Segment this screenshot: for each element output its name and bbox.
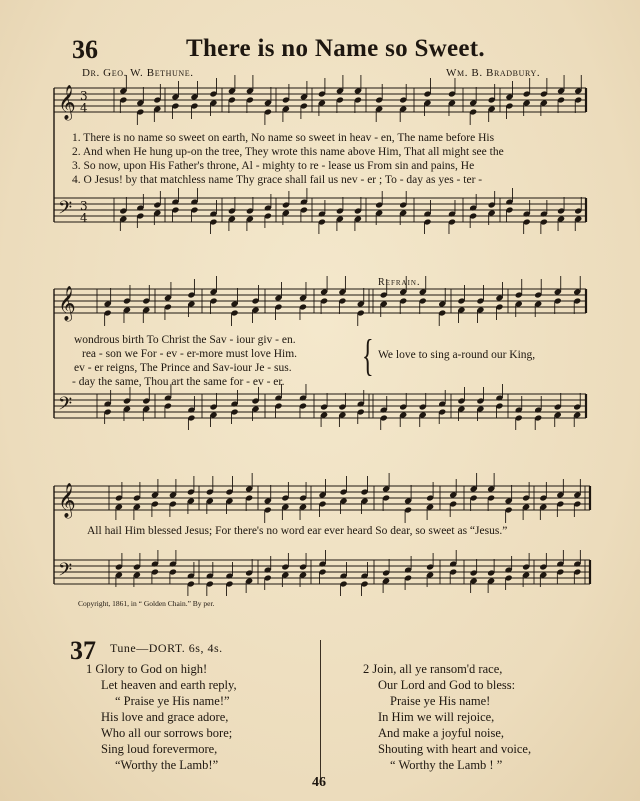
treble-clef-icon: 𝄞 [58, 286, 76, 321]
hymn-number-36: 36 [72, 35, 98, 64]
verse-line: Who all our sorrows bore; [101, 726, 233, 740]
time-signature: 3 [80, 199, 88, 213]
lyric-line-verse3: 3. So now, upon His Father's throne, Al - mighty to re - lease us From sin and pains, He [72, 160, 475, 172]
verse-line: “Worthy the Lamb!” [115, 758, 219, 772]
bass-clef-icon: 𝄢 [58, 198, 73, 223]
verse-line: His love and grace adore, [101, 710, 229, 724]
hymn-title: There is no Name so Sweet. [186, 35, 485, 62]
lyric-line-verse1: wondrous birth To Christ the Sav - iour giv - en. [74, 334, 296, 346]
verse-line: 1 Glory to God on high! [86, 662, 208, 676]
verse-line: 2 Join, all ye ransom'd race, [363, 662, 503, 676]
lyric-line-verse4: - day the same, Thou art the same for - ev - er. [72, 376, 285, 388]
lyric-line-verse2: 2. And when He hung up-on the tree, They wrote this name above Him, That all might see the [72, 146, 504, 158]
verse-line: “ Praise ye His name!” [115, 694, 230, 708]
treble-clef-icon: 𝄞 [58, 85, 76, 120]
time-signature: 4 [80, 101, 88, 115]
tune-name: Tune—DORT. 6s, 4s. [110, 641, 223, 655]
lyric-line-verse2: rea - son we For - ev - er-more must love Him. [82, 348, 298, 360]
verse-line: “ Worthy the Lamb ! ” [390, 758, 503, 772]
bass-clef-icon: 𝄢 [58, 560, 73, 585]
time-signature: 3 [80, 89, 88, 103]
lyric-line-verse4: 4. O Jesus! by that matchless name Thy grace shall fail us nev - er ; To - day as yes - ter - [72, 174, 483, 186]
refrain-label: Refrain. [378, 277, 421, 288]
lyric-line-verse3: ev - er reigns, The Prince and Sav-iour Je - sus. [74, 362, 292, 374]
time-signature: 4 [80, 211, 88, 225]
column-divider [320, 640, 321, 785]
verse-line: Shouting with heart and voice, [378, 742, 532, 756]
refrain-lyric-line2: All hail Him blessed Jesus; For there's no word ear ever heard So dear, so sweet as “Jesus.” [87, 525, 508, 537]
verse-line: Let heaven and earth reply, [101, 678, 237, 692]
verse-line: In Him we will rejoice, [378, 710, 495, 724]
treble-clef-icon: 𝄞 [58, 483, 76, 518]
refrain-lyric-line1: We love to sing a-round our King, [378, 349, 536, 361]
verse-line: Sing loud forevermore, [101, 742, 218, 756]
copyright-notice: Copyright, 1861, in “ Golden Chain.” By per. [78, 599, 215, 608]
page-number: 46 [312, 775, 326, 790]
composer-credit: Wm. B. Bradbury. [446, 67, 541, 79]
verse-line: Praise ye His name! [390, 694, 491, 708]
author-credit: Dr. Geo. W. Bethune. [82, 67, 194, 79]
lyric-line-verse1: 1. There is no name so sweet on earth, No name so sweet in heav - en, The name before His [72, 132, 495, 144]
bass-clef-icon: 𝄢 [58, 394, 73, 419]
verse-line: Our Lord and God to bless: [378, 678, 516, 692]
verse-line: And make a joyful noise, [378, 726, 505, 740]
left-brace-icon: { [362, 331, 374, 380]
hymn-number-37: 37 [70, 636, 96, 665]
